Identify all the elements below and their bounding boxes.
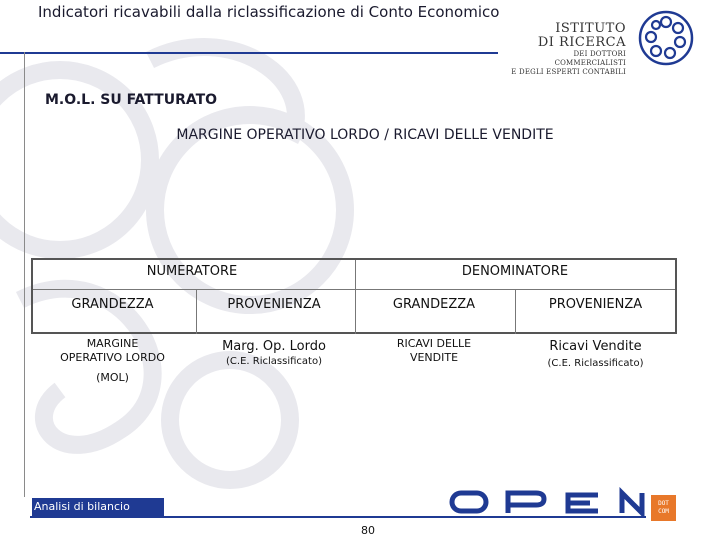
logo-line-1: ISTITUTO [555,21,626,36]
badge-line-2: COM [658,508,669,515]
numerator-quantity-line: MARGINE [86,337,139,350]
logo-line-2: DI RICERCA [537,35,626,50]
numerator-header: NUMERATORE [146,264,238,279]
indicator-formula: MARGINE OPERATIVO LORDO / RICAVI DELLE VENDITE [176,127,554,143]
badge-line-1: DOT [658,500,669,507]
left-border-line [24,52,25,497]
page-title: Indicatori ricavabili dalla riclassificazione di Conto Economico [38,3,500,21]
table-divider [33,289,675,290]
numerator-source-note: (C.E. Riclassificato) [226,356,322,367]
open-brand-logo [448,487,648,517]
denominator-header: DENOMINATORE [461,264,569,279]
dot-com-badge [651,495,676,521]
numerator-quantity-line: OPERATIVO LORDO [60,351,165,364]
denominator-quantity-line: VENDITE [409,351,459,364]
denominator-source-note: (C.E. Riclassificato) [547,358,644,369]
denominator-quantity-line: RICAVI DELLE [396,337,472,350]
column-header-source: PROVENIENZA [548,297,643,312]
column-header-quantity: GRANDEZZA [71,297,154,312]
indicator-subtitle: M.O.L. SU FATTURATO [45,92,218,108]
institute-logo-text [500,22,626,77]
footer-section-label: Analisi di bilancio [32,498,164,516]
header-divider [0,52,498,54]
logo-line-3: DEI DOTTORI COMMERCIALISTI [554,50,626,67]
logo-line-4: E DEGLI ESPERTI CONTABILI [511,68,626,76]
institute-emblem-icon [638,10,694,66]
numerator-quantity-line: (MOL) [96,371,129,384]
numerator-source: Marg. Op. Lordo [222,339,326,354]
denominator-source: Ricavi Vendite [549,339,642,354]
column-header-quantity: GRANDEZZA [392,297,476,312]
column-header-source: PROVENIENZA [227,297,321,312]
page-number: 80 [361,524,375,537]
